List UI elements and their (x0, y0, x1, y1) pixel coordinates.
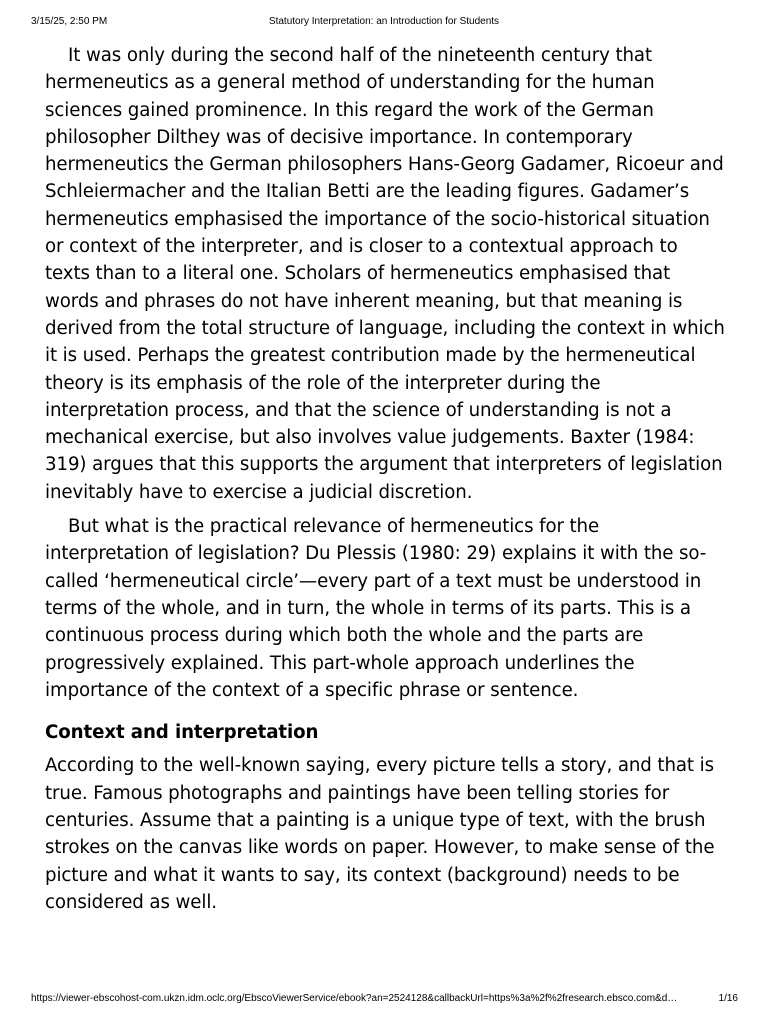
document-body (45, 42, 728, 916)
paragraph-hermeneutics-history: It was only during the second half of the nineteenth century that hermeneutics as a general method of understanding for the human sciences gained prominence. In this regard the work of the German philosopher Dilthey was of decisive importance. In contemporary hermeneutics the German philosophers Hans-Georg Gadamer, Ricoeur and Schleiermacher and the Italian Betti are the leading figures. Gadamer’s hermeneutics emphasised the importance of the socio-historical situation or context of the interpreter, and is closer to a contextual approach to texts than to a literal one. Scholars of hermeneutics emphasised that words and phrases do not have inherent meaning, but that meaning is derived from the total structure of language, including the context in which it is used. Perhaps the greatest contribution made by the hermeneutical theory is its emphasis of the role of the interpreter during the interpretation process, and that the science of understanding is not a mechanical exercise, but also involves value judgements. Baxter (1984: 319) argues that this supports the argument that interpreters of legislation inevitably have to exercise a judicial discretion. (45, 45, 725, 503)
print-footer (0, 993, 768, 1007)
paragraph-hermeneutical-circle: But what is the practical relevance of hermeneutics for the interpretation of legislation? Du Plessis (1980: 29) explains it with the so-called ‘hermeneutical circle’—every part of a text must be understood in terms of the whole, and in turn, the whole in terms of its parts. This is a continuous process during which both the whole and the parts are progressively explained. This part-whole approach underlines the importance of the context of a specific phrase or sentence. (45, 516, 707, 701)
paragraph-context-picture: According to the well-known saying, every picture tells a story, and that is true. Famous photographs and paintings have been telling stories for centuries. Assume that a painting is a unique type of text, with the brush strokes on the canvas like words on paper. However, to make sense of the picture and what it wants to say, its context (background) needs to be considered as well. (45, 755, 715, 913)
print-header (0, 16, 768, 30)
section-heading: Context and interpretation (45, 722, 319, 744)
print-datetime: 3/15/25, 2:50 PM (31, 16, 108, 27)
print-page-title: Statutory Interpretation: an Introduction for Students (268, 16, 500, 27)
print-page-number: 1/16 (718, 993, 738, 1004)
print-url: https://viewer-ebscohost-com.ukzn.idm.oclc.org/EbscoViewerService/ebook?an=2524128&callbackUrl=https%3a%2f%2fresearch.ebsco.com&d… (31, 993, 678, 1004)
